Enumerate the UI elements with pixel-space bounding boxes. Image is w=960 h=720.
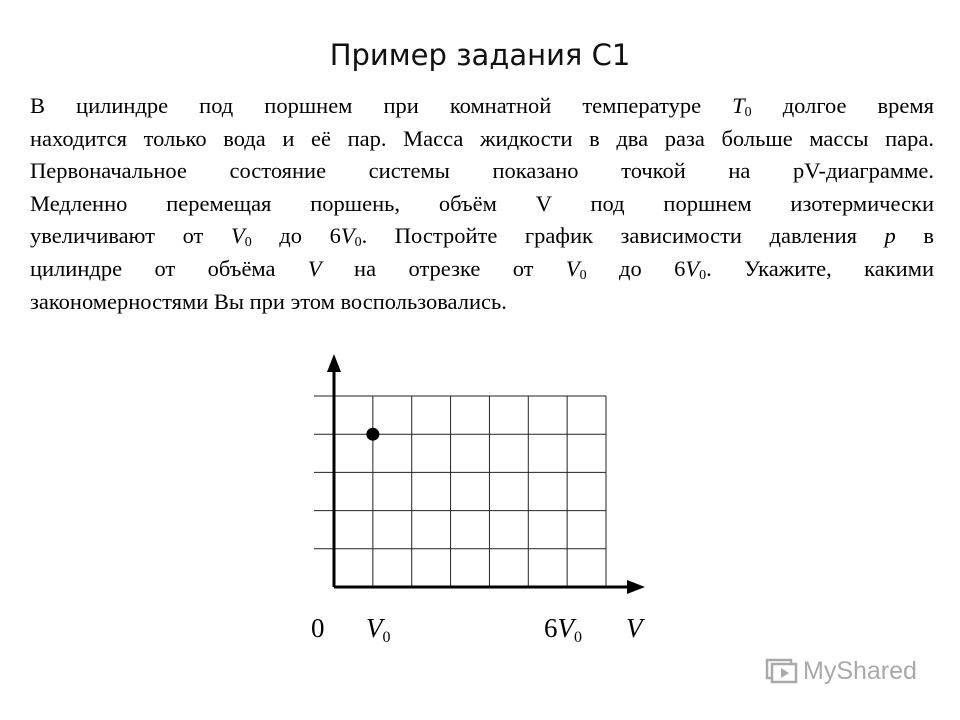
v-axis-label: V — [626, 613, 643, 643]
slides-logo-icon — [765, 656, 799, 686]
problem-statement — [30, 90, 934, 318]
problem-line-3: Первоначальное состояние системы показано точкой на pV-диаграмме. — [30, 158, 934, 184]
watermark — [765, 656, 917, 686]
v-axis-arrowhead — [627, 580, 645, 594]
p-axis-arrowhead — [327, 354, 341, 372]
problem-line-7: закономерностями Вы при этом воспользовались. — [30, 288, 507, 314]
problem-line-6: цилиндре от объёма V на отрезке от $V_0$ до $6V_0$. Укажите, какими — [30, 255, 934, 283]
origin-label: 0 — [311, 613, 325, 643]
problem-line-4: Медленно перемещая поршень, объём V под поршнем изотермически — [30, 190, 934, 216]
initial-state-point — [366, 428, 379, 441]
pv-diagram — [300, 345, 670, 650]
problem-line-5: увеличивают от $V_0$ до $6V_0$. Постройте график зависимости давления p в — [30, 223, 935, 251]
tick-label-v0: V0 — [366, 613, 391, 646]
watermark-text: MyShared — [803, 656, 917, 685]
tick-label-6v0: 6V0 — [544, 613, 582, 646]
problem-line-2: находится только вода и её пар. Масса жидкости в два раза больше массы пара. — [30, 125, 934, 151]
problem-line-1: В цилиндре под поршнем при комнатной температуре $T_0$ долгое время — [30, 93, 934, 120]
pv-grid — [314, 396, 606, 587]
slide-title: Пример задания С1 — [329, 38, 631, 72]
